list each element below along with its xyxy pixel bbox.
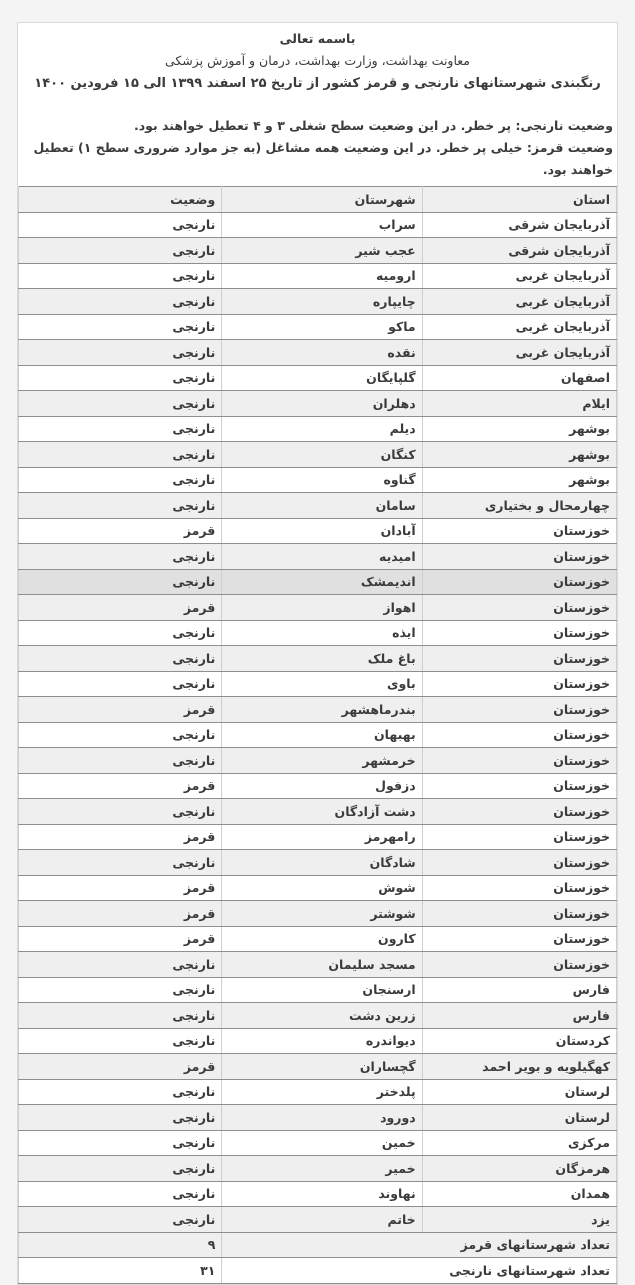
- table-row: [19, 569, 617, 595]
- table-row: [19, 1130, 617, 1156]
- status-cell: نارنجی: [19, 544, 222, 570]
- table-row: [19, 595, 617, 621]
- status-cell: نارنجی: [19, 1207, 222, 1233]
- province-cell: بوشهر: [422, 442, 616, 468]
- table-row: [19, 314, 617, 340]
- county-cell: ارسنجان: [222, 977, 422, 1003]
- status-cell: نارنجی: [19, 646, 222, 672]
- table-row: [19, 1181, 617, 1207]
- table-row: [19, 1156, 617, 1182]
- province-cell: خوزستان: [422, 824, 616, 850]
- county-cell: شوش: [222, 875, 422, 901]
- status-cell: نارنجی: [19, 1130, 222, 1156]
- status-cell: نارنجی: [19, 1181, 222, 1207]
- status-definitions: [18, 115, 617, 181]
- status-cell: نارنجی: [19, 671, 222, 697]
- table-row: [19, 1028, 617, 1054]
- table-row: [19, 544, 617, 570]
- county-cell: ارومیه: [222, 263, 422, 289]
- county-cell: دزفول: [222, 773, 422, 799]
- table-header-row: [19, 187, 617, 213]
- province-cell: خوزستان: [422, 569, 616, 595]
- status-cell: نارنجی: [19, 416, 222, 442]
- table-row: [19, 748, 617, 774]
- status-cell: قرمز: [19, 824, 222, 850]
- table-row: [19, 977, 617, 1003]
- status-cell: نارنجی: [19, 442, 222, 468]
- county-cell: باغ ملک: [222, 646, 422, 672]
- province-cell: آذربایجان غربی: [422, 340, 616, 366]
- status-cell: نارنجی: [19, 493, 222, 519]
- province-cell: آذربایجان غربی: [422, 263, 616, 289]
- county-status-table: [18, 186, 617, 1284]
- province-cell: خوزستان: [422, 646, 616, 672]
- county-cell: کنگان: [222, 442, 422, 468]
- status-cell: قرمز: [19, 595, 222, 621]
- status-cell: نارنجی: [19, 620, 222, 646]
- province-cell: کهگیلویه و بویر احمد: [422, 1054, 616, 1080]
- province-cell: خوزستان: [422, 620, 616, 646]
- county-cell: نقده: [222, 340, 422, 366]
- province-cell: خوزستان: [422, 544, 616, 570]
- table-row: [19, 493, 617, 519]
- status-cell: نارنجی: [19, 391, 222, 417]
- status-cell: نارنجی: [19, 263, 222, 289]
- table-row: [19, 1079, 617, 1105]
- summary-value: ۳۱: [19, 1258, 222, 1284]
- county-cell: سراب: [222, 212, 422, 238]
- province-cell: خوزستان: [422, 748, 616, 774]
- province-cell: لرستان: [422, 1079, 616, 1105]
- page-title: رنگبندی شهرستانهای نارنجی و قرمز کشور از تاریخ ۲۵ اسفند ۱۳۹۹ الی ۱۵ فرودین ۱۴۰۰: [34, 76, 601, 91]
- county-cell: دیواندره: [222, 1028, 422, 1054]
- table-row: [19, 926, 617, 952]
- table-row: [19, 722, 617, 748]
- county-cell: ماکو: [222, 314, 422, 340]
- county-cell: نهاوند: [222, 1181, 422, 1207]
- county-cell: اندیمشک: [222, 569, 422, 595]
- province-cell: خوزستان: [422, 697, 616, 723]
- table-row: [19, 416, 617, 442]
- status-cell: نارنجی: [19, 748, 222, 774]
- county-cell: امیدیه: [222, 544, 422, 570]
- table-row: [19, 263, 617, 289]
- table-row: [19, 1207, 617, 1233]
- table-row: [19, 467, 617, 493]
- status-cell: نارنجی: [19, 722, 222, 748]
- table-row: [19, 901, 617, 927]
- county-cell: ایذه: [222, 620, 422, 646]
- province-cell: هرمزگان: [422, 1156, 616, 1182]
- red-status-note: وضعیت قرمز: خیلی پر خطر. در این وضعیت همه مشاغل (به جز موارد ضروری سطح ۱) تعطیل خواهند بود.: [33, 140, 613, 177]
- status-cell: قرمز: [19, 901, 222, 927]
- county-cell: شادگان: [222, 850, 422, 876]
- county-cell: رامهرمز: [222, 824, 422, 850]
- status-cell: قرمز: [19, 926, 222, 952]
- county-cell: اهواز: [222, 595, 422, 621]
- province-cell: کردستان: [422, 1028, 616, 1054]
- county-cell: گلپایگان: [222, 365, 422, 391]
- province-cell: خوزستان: [422, 926, 616, 952]
- status-cell: نارنجی: [19, 1028, 222, 1054]
- county-cell: زرین دشت: [222, 1003, 422, 1029]
- status-cell: نارنجی: [19, 212, 222, 238]
- table-row: [19, 952, 617, 978]
- table-row: [19, 1054, 617, 1080]
- county-cell: عجب شیر: [222, 238, 422, 264]
- status-cell: قرمز: [19, 773, 222, 799]
- table-row: [19, 824, 617, 850]
- province-cell: خوزستان: [422, 518, 616, 544]
- status-cell: نارنجی: [19, 1079, 222, 1105]
- province-cell: اصفهان: [422, 365, 616, 391]
- table-row: [19, 620, 617, 646]
- summary-row: [19, 1232, 617, 1258]
- province-cell: یزد: [422, 1207, 616, 1233]
- province-cell: همدان: [422, 1181, 616, 1207]
- province-cell: بوشهر: [422, 416, 616, 442]
- county-cell: گچساران: [222, 1054, 422, 1080]
- table-row: [19, 1003, 617, 1029]
- province-cell: لرستان: [422, 1105, 616, 1131]
- bismillah-line: باسمه تعالی: [279, 31, 356, 46]
- county-cell: دیلم: [222, 416, 422, 442]
- county-cell: چایپاره: [222, 289, 422, 315]
- status-cell: نارنجی: [19, 799, 222, 825]
- county-cell: خمیر: [222, 1156, 422, 1182]
- status-cell: نارنجی: [19, 1105, 222, 1131]
- table-row: [19, 212, 617, 238]
- province-cell: فارس: [422, 977, 616, 1003]
- county-cell: شوشتر: [222, 901, 422, 927]
- province-cell: فارس: [422, 1003, 616, 1029]
- province-cell: آذربایجان غربی: [422, 289, 616, 315]
- county-cell: مسجد سلیمان: [222, 952, 422, 978]
- county-cell: دهلران: [222, 391, 422, 417]
- column-header-county: شهرستان: [222, 187, 422, 213]
- status-cell: نارنجی: [19, 977, 222, 1003]
- summary-label: تعداد شهرستانهای قرمز: [222, 1232, 617, 1258]
- province-cell: خوزستان: [422, 952, 616, 978]
- province-cell: آذربایجان غربی: [422, 314, 616, 340]
- province-cell: آذربایجان شرقی: [422, 212, 616, 238]
- column-header-province: استان: [422, 187, 616, 213]
- province-cell: بوشهر: [422, 467, 616, 493]
- province-cell: خوزستان: [422, 799, 616, 825]
- province-cell: چهارمحال و بختیاری: [422, 493, 616, 519]
- province-cell: خوزستان: [422, 773, 616, 799]
- province-cell: خوزستان: [422, 722, 616, 748]
- summary-row: [19, 1258, 617, 1284]
- status-cell: نارنجی: [19, 952, 222, 978]
- orange-status-note: وضعیت نارنجی: پر خطر. در این وضعیت سطح شغلی ۳ و ۴ تعطیل خواهند بود.: [134, 118, 613, 133]
- document-card: [17, 22, 618, 1285]
- county-cell: کارون: [222, 926, 422, 952]
- status-cell: نارنجی: [19, 238, 222, 264]
- status-cell: نارنجی: [19, 569, 222, 595]
- table-row: [19, 773, 617, 799]
- status-cell: نارنجی: [19, 1003, 222, 1029]
- status-cell: نارنجی: [19, 340, 222, 366]
- county-cell: خرمشهر: [222, 748, 422, 774]
- province-cell: خوزستان: [422, 671, 616, 697]
- status-cell: نارنجی: [19, 289, 222, 315]
- province-cell: آذربایجان شرقی: [422, 238, 616, 264]
- county-cell: بندرماهشهر: [222, 697, 422, 723]
- county-cell: آبادان: [222, 518, 422, 544]
- table-row: [19, 850, 617, 876]
- county-cell: خمین: [222, 1130, 422, 1156]
- ministry-line: معاونت بهداشت، وزارت بهداشت، درمان و آموزش پزشکی: [164, 53, 471, 68]
- status-cell: نارنجی: [19, 850, 222, 876]
- province-cell: خوزستان: [422, 595, 616, 621]
- table-row: [19, 646, 617, 672]
- status-cell: قرمز: [19, 875, 222, 901]
- county-cell: دشت آزادگان: [222, 799, 422, 825]
- table-row: [19, 238, 617, 264]
- table-row: [19, 289, 617, 315]
- table-row: [19, 671, 617, 697]
- column-header-status: وضعیت: [19, 187, 222, 213]
- province-cell: خوزستان: [422, 850, 616, 876]
- document-header: [18, 23, 617, 95]
- county-cell: پلدختر: [222, 1079, 422, 1105]
- table-row: [19, 697, 617, 723]
- table-row: [19, 1105, 617, 1131]
- province-cell: مرکزی: [422, 1130, 616, 1156]
- county-cell: باوی: [222, 671, 422, 697]
- status-cell: قرمز: [19, 518, 222, 544]
- county-cell: سامان: [222, 493, 422, 519]
- table-row: [19, 875, 617, 901]
- summary-label: تعداد شهرستانهای نارنجی: [222, 1258, 617, 1284]
- summary-value: ۹: [19, 1232, 222, 1258]
- province-cell: خوزستان: [422, 875, 616, 901]
- county-cell: بهبهان: [222, 722, 422, 748]
- table-row: [19, 340, 617, 366]
- province-cell: خوزستان: [422, 901, 616, 927]
- table-row: [19, 442, 617, 468]
- table-row: [19, 391, 617, 417]
- status-cell: نارنجی: [19, 365, 222, 391]
- table-row: [19, 799, 617, 825]
- county-cell: دورود: [222, 1105, 422, 1131]
- province-cell: ایلام: [422, 391, 616, 417]
- status-cell: نارنجی: [19, 467, 222, 493]
- status-cell: قرمز: [19, 697, 222, 723]
- table-row: [19, 365, 617, 391]
- status-cell: قرمز: [19, 1054, 222, 1080]
- status-cell: نارنجی: [19, 314, 222, 340]
- table-row: [19, 518, 617, 544]
- status-cell: نارنجی: [19, 1156, 222, 1182]
- county-cell: خاتم: [222, 1207, 422, 1233]
- county-cell: گناوه: [222, 467, 422, 493]
